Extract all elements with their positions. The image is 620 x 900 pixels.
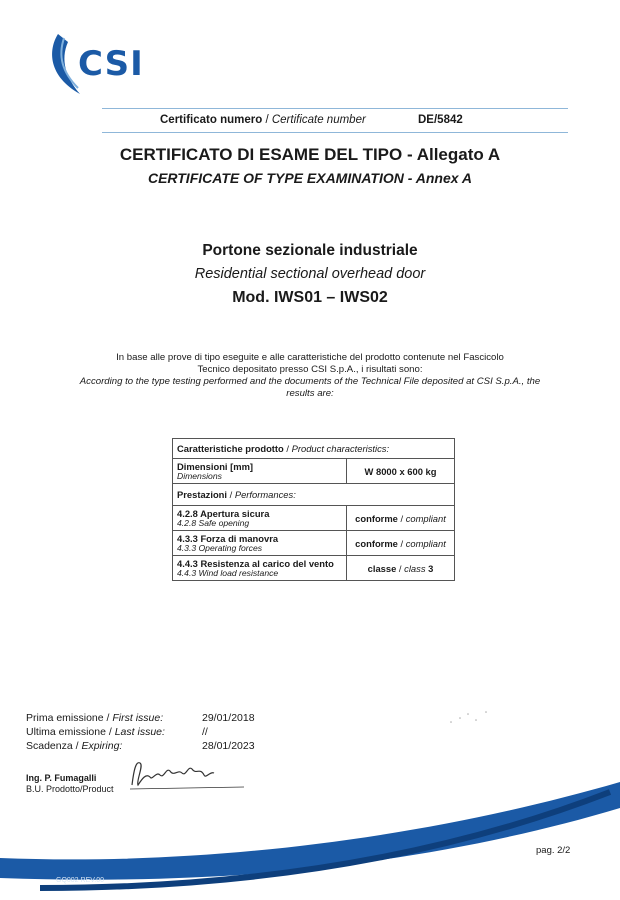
- performances-it: Prestazioni: [177, 489, 228, 500]
- row-value: conforme: [355, 537, 398, 549]
- table-row: 4.3.3 Forza di manovra 4.3.3 Operating forces conforme / compliant: [173, 531, 455, 556]
- row-label-en: 4.4.3 Wind load resistance: [177, 568, 279, 578]
- first-issue-row: Prima emissione / First issue: 29/01/2018: [26, 712, 255, 724]
- last-issue-label-en: Last issue:: [114, 726, 165, 738]
- expiry-value: 28/01/2023: [202, 740, 255, 752]
- last-issue-row: Ultima emissione / Last issue: //: [26, 726, 208, 738]
- row-label-en: 4.2.8 Safe opening: [177, 518, 250, 528]
- row-label: 4.3.3 Forza di manovra: [177, 533, 279, 544]
- row-value-class: 3: [428, 562, 434, 574]
- expiry-row: Scadenza / Expiring: 28/01/2023: [26, 740, 255, 752]
- row-value-en: compliant: [405, 537, 446, 549]
- table-header-row: Caratteristiche prodotto / Product characteristics:: [173, 439, 455, 459]
- first-issue-value: 29/01/2018: [202, 712, 255, 724]
- form-code: GQ002 REV.00: [56, 877, 104, 884]
- product-name-it: Portone sezionale industriale: [202, 242, 418, 259]
- table-row: [173, 459, 455, 484]
- intro-text: [50, 352, 570, 400]
- first-issue-label-en: First issue:: [112, 712, 164, 724]
- header-it: Caratteristiche prodotto: [177, 443, 284, 454]
- row-value: classe: [367, 562, 397, 574]
- first-issue-label: Prima emissione: [26, 712, 104, 724]
- divider-top: [102, 108, 568, 109]
- product-model: Mod. IWS01 – IWS02: [232, 289, 388, 306]
- signatory-name: Ing. P. Fumagalli: [26, 773, 97, 783]
- signatory-role: B.U. Prodotto/Product: [26, 784, 114, 794]
- expiry-label-en: Expiring:: [81, 740, 123, 752]
- logo-text: CSI: [78, 44, 144, 84]
- cert-number-value: DE/5842: [418, 114, 463, 126]
- last-issue-label: Ultima emissione: [26, 726, 106, 738]
- row-value-en: compliant: [405, 512, 446, 524]
- row-value-en: class: [404, 562, 426, 574]
- issue-dates: [26, 711, 286, 753]
- expiry-label: Scadenza: [26, 740, 73, 752]
- performances-row: Prestazioni / Performances:: [173, 484, 455, 506]
- intro-en: According to the type testing performed and the documents of the Technical File deposited at CSI S.p.A., the results are:: [79, 376, 541, 399]
- certificate-page: CSI Certificato numero / Certificate number DE/5842 CERTIFICATO DI ESAME DEL TIPO - Allegato A CERTIFICATE OF TYPE EXAMINATION - Annex A Portone sezionale industriale Residential sectional overhead door Mod. IWS01 – IWS02 In base alle prove di tipo eseguite e alle caratteristiche del prodotto contenute nel Fascicolo Tecnico depositato presso CSI S.p.A., i risultati sono: According to the type testing performed and the documents of the Technical File deposited at CSI S.p.A., the results are: Caratteristiche prodotto / Product characteristics: Dimensioni [mm] Dimensions W 8000 x 600 kg Prestazioni / Performances: 4.2.8 Apertura sicura 4.2.8 Safe opening conforme / compliant 4.3.3 Forza di manovra 4.3.3 Operating forces conforme / compliant 4.4.3 Resistenza al carico del vento 4.4.3 Wind load resistance classe / class 3 Prima emissione / First issue: 29/01/2018 Ultima emissione / Last issue: // Scadenza / Expiring: 28/01/2023 Ing. P. Fumagalli B.U. Prodotto/Product pag. 2/2 GQ002 REV.00: [0, 0, 620, 900]
- performances-en: Performances:: [234, 489, 296, 500]
- last-issue-value: //: [202, 726, 208, 738]
- divider-bottom: [102, 132, 568, 133]
- stamp-dots: [446, 708, 496, 728]
- page-number: pag. 2/2: [536, 845, 571, 856]
- title-en: CERTIFICATE OF TYPE EXAMINATION - Annex A: [147, 170, 473, 186]
- dimensions-value: W 8000 x 600 kg: [364, 465, 437, 477]
- intro-it: In base alle prove di tipo eseguite e alle caratteristiche del prodotto contenute nel Fascicolo Tecnico depositato presso CSI S.p.A., i risultati sono:: [116, 352, 504, 375]
- row-label-en: 4.3.3 Operating forces: [177, 543, 263, 553]
- row-label: 4.4.3 Resistenza al carico del vento: [177, 558, 334, 569]
- title-it: CERTIFICATO DI ESAME DEL TIPO - Allegato A: [119, 145, 501, 164]
- table-row: 4.4.3 Resistenza al carico del vento 4.4.3 Wind load resistance classe / class 3: [173, 556, 455, 581]
- table-row: 4.2.8 Apertura sicura 4.2.8 Safe opening conforme / compliant: [173, 506, 455, 531]
- row-value: conforme: [355, 512, 398, 524]
- dimensions-label: Dimensioni [mm]: [177, 461, 254, 472]
- row-label: 4.2.8 Apertura sicura: [177, 508, 270, 519]
- product-name-en: Residential sectional overhead door: [194, 266, 426, 282]
- characteristics-table: [172, 438, 455, 581]
- cert-number-label: Certificato numero: [160, 114, 263, 126]
- cert-number-label-en: Certificate number: [271, 114, 366, 126]
- header-en: Product characteristics:: [291, 443, 390, 454]
- dimensions-label-en: Dimensions: [177, 471, 222, 481]
